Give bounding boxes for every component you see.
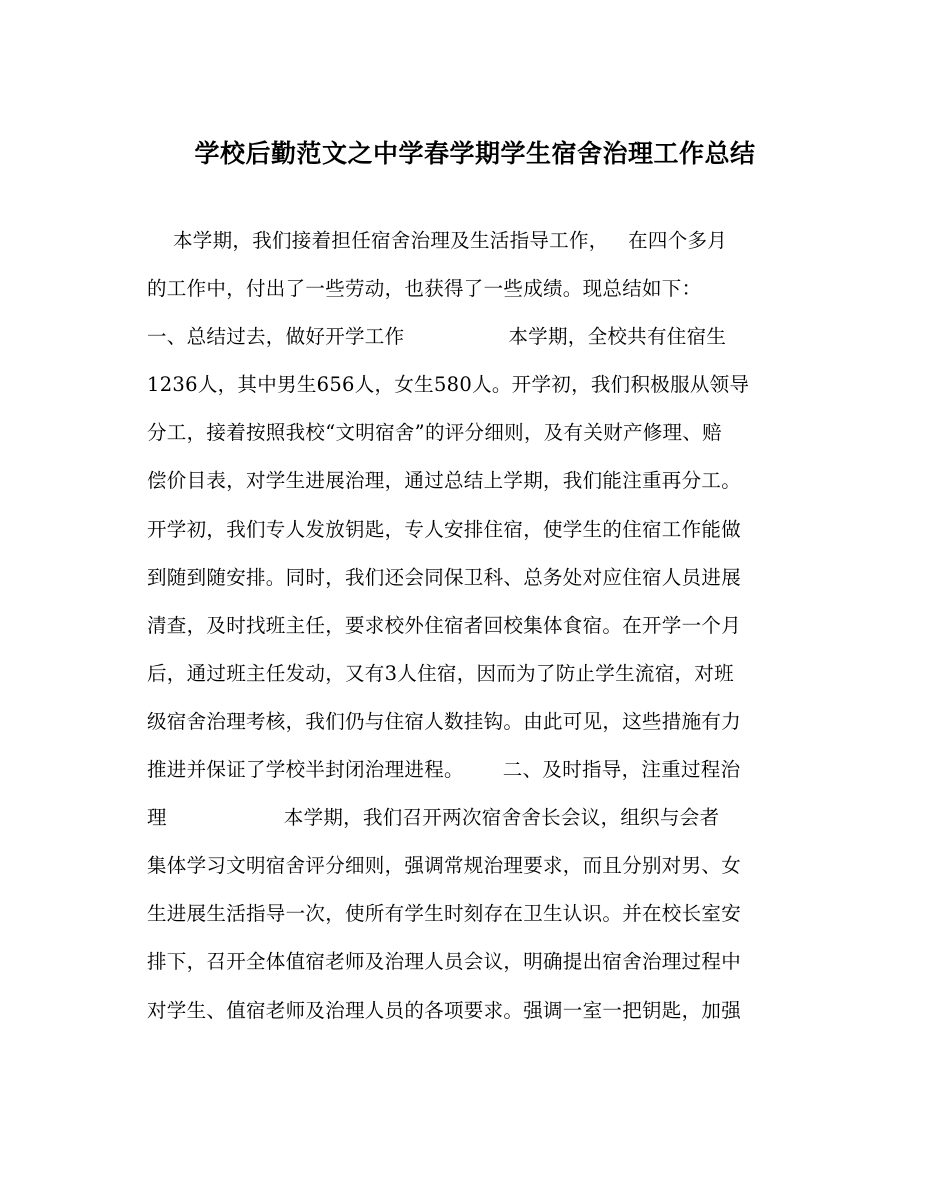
body-line: 分工，接着按照我校“文明宿舍”的评分细则，及有关财产修理、赔: [147, 421, 722, 445]
body-line: 开学初，我们专人发放钥匙，专人安排住宿，使学生的住宿工作能做: [147, 517, 742, 541]
body-line: 生进展生活指导一次，使所有学生时刻存在卫生认识。并在校长室安: [147, 902, 742, 926]
body-line: 到随到随安排。同时，我们还会同保卫科、总务处对应住宿人员进展: [147, 565, 742, 589]
body-line: 本学期，我们接着担任宿舍治理及生活指导工作， 在四个多月: [147, 229, 728, 252]
body-line: 集体学习文明宿舍评分细则，强调常规治理要求，而且分别对男、女: [147, 854, 742, 878]
body-line: 清查，及时找班主任，要求校外住宿者回校集体食宿。在开学一个月: [147, 613, 742, 637]
document-body: [147, 223, 807, 1041]
body-line: 偿价目表，对学生进展治理，通过总结上学期，我们能注重再分工。: [147, 469, 742, 493]
body-line: 推进并保证了学校半封闭治理进程。 二、及时指导，注重过程治: [147, 758, 741, 782]
body-line: 的工作中，付出了一些劳动，也获得了一些成绩。现总结如下：: [147, 277, 702, 301]
body-line: 1236人，其中男生656人，女生580人。开学初，我们积极服从领导: [147, 373, 750, 397]
body-line: 对学生、值宿老师及治理人员的各项要求。强调一室一把钥匙，加强: [147, 998, 742, 1022]
body-line: 理 本学期，我们召开两次宿舍舍长会议，组织与会者: [147, 806, 720, 830]
body-line: 后，通过班主任发动，又有3人住宿，因而为了防止学生流宿，对班: [147, 661, 734, 685]
body-line: 级宿舍治理考核，我们仍与住宿人数挂钩。由此可见，这些措施有力: [147, 709, 742, 733]
body-line: 排下，召开全体值宿老师及治理人员会议，明确提出宿舍治理过程中: [147, 950, 742, 974]
body-line: 一、总结过去，做好开学工作 本学期，全校共有住宿生: [147, 325, 727, 349]
document-title: 学校后勤范文之中学春学期学生宿舍治理工作总结: [194, 139, 756, 168]
